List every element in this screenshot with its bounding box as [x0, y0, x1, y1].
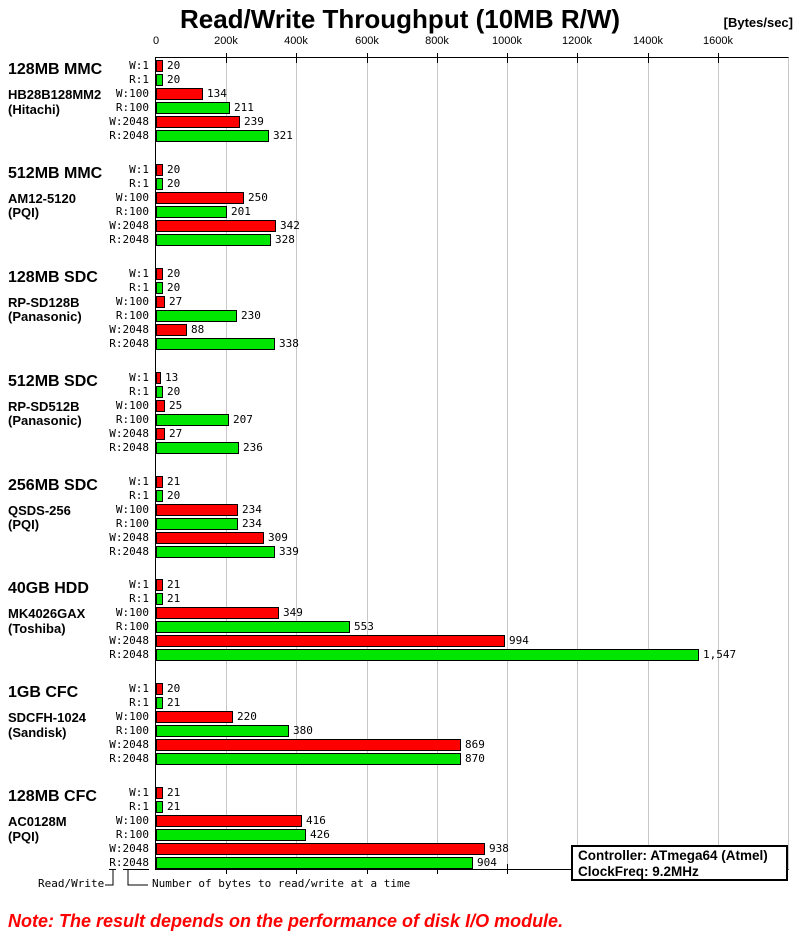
- throughput-row: [0, 427, 800, 441]
- bar-value-label: 321: [273, 129, 293, 142]
- group-label: [8, 788, 154, 844]
- row-label: W:2048: [109, 426, 149, 440]
- throughput-row: [0, 545, 800, 559]
- bar-value-label: 349: [283, 606, 303, 620]
- row-label: W:2048: [109, 530, 149, 544]
- group-model-label: SDCFH-1024: [8, 710, 87, 726]
- group-label: [8, 269, 154, 325]
- row-label: R:100: [115, 724, 149, 738]
- row-label: R:1: [129, 280, 149, 294]
- throughput-bar-write: [156, 532, 264, 544]
- row-label: R:2048: [109, 752, 149, 766]
- row-label-part: R: [109, 856, 116, 870]
- axis-unit-label: [Bytes/sec]: [723, 15, 793, 30]
- throughput-row: [0, 129, 800, 143]
- throughput-bar-write: [156, 220, 276, 232]
- bar-value-label: 869: [465, 738, 485, 752]
- bar-wrap: [156, 828, 330, 842]
- bar-wrap: [156, 634, 529, 648]
- bar-value-label: 25: [169, 398, 183, 412]
- throughput-bar-read: [156, 593, 163, 605]
- bar-value-label: 230: [241, 308, 261, 322]
- bar-value-label: 20: [167, 162, 181, 176]
- bar-value-label: 904: [477, 856, 497, 870]
- group-label: [8, 165, 154, 221]
- bar-wrap: [156, 205, 251, 219]
- bar-value-label: 239: [244, 115, 264, 128]
- row-label: W:2048: [109, 738, 149, 752]
- group-device-label: 128MB MMC: [8, 61, 103, 78]
- bar-value-label: 201: [231, 204, 251, 218]
- bar-value-label: 134: [207, 87, 227, 100]
- throughput-bar-read: [156, 102, 230, 114]
- bar-wrap: [156, 399, 182, 413]
- device-group: [0, 371, 800, 475]
- bar-wrap: [156, 59, 180, 73]
- axis-tick-label: 400k: [284, 35, 308, 47]
- group-maker-label: (Panasonic): [8, 309, 82, 325]
- group-model-label: QSDS-256: [8, 502, 71, 518]
- bar-wrap: [156, 371, 178, 385]
- bar-wrap: [156, 814, 326, 828]
- throughput-bar-write: [156, 116, 240, 128]
- throughput-bar-write: [156, 372, 161, 384]
- throughput-bar-read: [156, 725, 289, 737]
- device-group: [0, 59, 800, 163]
- row-label: R:1: [129, 696, 149, 710]
- throughput-bar-write: [156, 324, 187, 336]
- row-label: W:1: [129, 370, 149, 384]
- bar-wrap: [156, 385, 180, 399]
- throughput-bar-read: [156, 282, 163, 294]
- bar-wrap: [156, 87, 227, 101]
- throughput-bar-read: [156, 621, 350, 633]
- axis-tick-label: 600k: [355, 35, 379, 47]
- group-label: [8, 61, 154, 117]
- bar-value-label: 20: [167, 384, 181, 398]
- group-device-label: 512MB MMC: [8, 164, 103, 182]
- throughput-bar-read: [156, 234, 271, 246]
- group-model-label: RP-SD128B: [8, 294, 80, 310]
- bar-wrap: [156, 413, 253, 427]
- axis-tick-label: 1200k: [562, 35, 592, 47]
- throughput-bar-write: [156, 88, 203, 100]
- throughput-bar-read: [156, 206, 227, 218]
- bar-wrap: [156, 592, 180, 606]
- axis-tick-label: 1000k: [492, 35, 522, 47]
- row-label-part: 2048: [122, 856, 149, 870]
- row-label: W:1: [129, 578, 149, 592]
- throughput-bar-write: [156, 787, 163, 799]
- bar-wrap: [156, 177, 180, 191]
- throughput-bar-write: [156, 504, 238, 516]
- row-label: W:2048: [109, 842, 149, 856]
- row-label: R:1: [129, 73, 149, 86]
- row-label: W:1: [129, 786, 149, 800]
- row-label: R:2048: [109, 232, 149, 246]
- row-label: W:100: [115, 398, 149, 412]
- group-device-label: 128MB CFC: [8, 788, 97, 806]
- bar-wrap: [156, 696, 180, 710]
- footnote: Note: The result depends on the performance of disk I/O module.: [8, 911, 564, 931]
- bar-value-label: 342: [280, 218, 300, 232]
- device-group: [0, 682, 800, 786]
- throughput-bar-read: [156, 490, 163, 502]
- bar-value-label: 1,547: [703, 648, 737, 662]
- throughput-bar-write: [156, 739, 461, 751]
- group-device-label: 512MB SDC: [8, 372, 98, 390]
- throughput-row: [0, 531, 800, 545]
- throughput-bar-read: [156, 801, 163, 813]
- bar-value-label: 207: [233, 412, 253, 426]
- throughput-bar-write: [156, 579, 163, 591]
- throughput-bar-write: [156, 683, 163, 695]
- group-label: [8, 373, 154, 429]
- row-label: R:100: [115, 412, 149, 426]
- bar-value-label: 20: [167, 488, 181, 502]
- throughput-bar-read: [156, 518, 238, 530]
- throughput-bar-write: [156, 815, 302, 827]
- controller-line: Controller: ATmega64 (Atmel): [578, 848, 768, 863]
- row-label: W:100: [115, 87, 149, 100]
- row-label: R:1: [129, 800, 149, 814]
- group-maker-label: (PQI): [8, 828, 40, 844]
- group-label: [8, 580, 154, 636]
- throughput-bar-read: [156, 649, 699, 661]
- group-maker-label: (Sandisk): [8, 724, 67, 740]
- group-model-label: AM12-5120: [8, 190, 76, 206]
- throughput-bar-write: [156, 296, 165, 308]
- bar-wrap: [156, 531, 288, 545]
- throughput-bar-read: [156, 753, 461, 765]
- throughput-bar-read: [156, 338, 275, 350]
- bar-wrap: [156, 842, 509, 856]
- row-label: R:2048: [109, 129, 149, 142]
- bar-wrap: [156, 129, 293, 143]
- bar-value-label: 220: [237, 710, 257, 724]
- bar-value-label: 426: [310, 828, 330, 842]
- throughput-bar-write: [156, 192, 244, 204]
- throughput-bar-read: [156, 697, 163, 709]
- row-label: W:1: [129, 162, 149, 176]
- row-label: R:1: [129, 488, 149, 502]
- group-maker-label: (Toshiba): [8, 620, 66, 636]
- row-label: R:100: [115, 516, 149, 530]
- bytes-per-op-annotation: Number of bytes to read/write at a time: [152, 877, 411, 890]
- bar-wrap: [156, 101, 254, 115]
- row-label: R:100: [115, 101, 149, 114]
- device-group: [0, 267, 800, 371]
- group-label: [8, 684, 154, 740]
- bar-wrap: [156, 163, 180, 177]
- throughput-bar-write: [156, 428, 165, 440]
- bar-wrap: [156, 475, 180, 489]
- throughput-bar-write: [156, 476, 163, 488]
- throughput-bar-read: [156, 829, 306, 841]
- bar-value-label: 20: [167, 266, 181, 280]
- controller-info-box: [571, 845, 788, 881]
- bar-value-label: 234: [242, 502, 262, 516]
- throughput-row: [0, 634, 800, 648]
- throughput-bar-write: [156, 164, 163, 176]
- bar-value-label: 21: [167, 592, 181, 606]
- bar-wrap: [156, 620, 374, 634]
- bar-wrap: [156, 441, 263, 455]
- bar-wrap: [156, 267, 180, 281]
- axis-tick-label: 1600k: [703, 35, 733, 47]
- row-label: W:100: [115, 502, 149, 516]
- row-label: R:1: [129, 592, 149, 606]
- axis-tick-label: 1400k: [633, 35, 663, 47]
- row-label: R:1: [129, 384, 149, 398]
- throughput-bar-write: [156, 400, 165, 412]
- group-device-label: 40GB HDD: [8, 580, 89, 598]
- bar-value-label: 234: [242, 516, 262, 530]
- group-maker-label: (Hitachi): [8, 101, 60, 117]
- group-label: [8, 477, 154, 533]
- device-group: [0, 475, 800, 579]
- throughput-bar-read: [156, 74, 163, 86]
- row-label: W:100: [115, 190, 149, 204]
- chart-title: Read/Write Throughput (10MB R/W): [179, 4, 621, 34]
- bar-value-label: 338: [279, 336, 299, 350]
- bar-value-label: 20: [167, 280, 181, 294]
- row-label: W:100: [115, 606, 149, 620]
- throughput-row: [0, 323, 800, 337]
- throughput-row: [0, 752, 800, 766]
- throughput-bar-read: [156, 310, 237, 322]
- throughput-bar-write: [156, 711, 233, 723]
- bar-value-label: 20: [167, 682, 181, 696]
- bar-wrap: [156, 682, 180, 696]
- row-label: R:2048: [109, 856, 149, 870]
- row-label: R:2048: [109, 544, 149, 558]
- throughput-row: [0, 738, 800, 752]
- throughput-row: [0, 233, 800, 247]
- bar-value-label: 870: [465, 752, 485, 766]
- throughput-bar-write: [156, 268, 163, 280]
- bar-wrap: [156, 724, 313, 738]
- throughput-bar-read: [156, 386, 163, 398]
- bar-wrap: [156, 115, 264, 129]
- throughput-bar-read: [156, 414, 229, 426]
- row-label: W:100: [115, 814, 149, 828]
- bar-wrap: [156, 73, 180, 87]
- row-label: W:2048: [109, 218, 149, 232]
- bar-wrap: [156, 191, 268, 205]
- group-maker-label: (PQI): [8, 517, 40, 533]
- bar-value-label: 416: [306, 814, 326, 828]
- row-label: R:2048: [109, 648, 149, 662]
- row-label: W:1: [129, 474, 149, 488]
- bar-value-label: 21: [167, 800, 181, 814]
- bar-value-label: 27: [169, 426, 183, 440]
- group-model-label: RP-SD512B: [8, 398, 80, 414]
- throughput-row: [0, 115, 800, 129]
- throughput-bar-write: [156, 607, 279, 619]
- bar-groups: [0, 57, 800, 870]
- bar-value-label: 21: [167, 474, 181, 488]
- group-maker-label: (Panasonic): [8, 413, 82, 429]
- throughput-row: [0, 441, 800, 455]
- bar-wrap: [156, 786, 180, 800]
- bar-wrap: [156, 606, 303, 620]
- bar-value-label: 211: [234, 101, 254, 114]
- x-axis-tick-labels: [0, 35, 800, 49]
- throughput-row: [0, 219, 800, 233]
- row-label: W:1: [129, 266, 149, 280]
- bar-wrap: [156, 323, 204, 337]
- throughput-bar-read: [156, 130, 269, 142]
- throughput-bar-write: [156, 60, 163, 72]
- bar-value-label: 250: [248, 190, 268, 204]
- bar-wrap: [156, 738, 485, 752]
- row-label: W:2048: [109, 115, 149, 128]
- bar-value-label: 309: [268, 530, 288, 544]
- axis-tick-label: 200k: [214, 35, 238, 47]
- bar-value-label: 20: [167, 59, 181, 72]
- bar-value-label: 21: [167, 786, 181, 800]
- bar-wrap: [156, 578, 180, 592]
- axis-tick-label: 800k: [425, 35, 449, 47]
- bar-wrap: [156, 752, 485, 766]
- throughput-bar-read: [156, 178, 163, 190]
- group-maker-label: (PQI): [8, 205, 40, 221]
- group-model-label: MK4026GAX: [8, 606, 86, 622]
- bar-value-label: 553: [354, 620, 374, 634]
- bar-wrap: [156, 517, 262, 531]
- bar-value-label: 328: [275, 232, 295, 246]
- row-label: W:1: [129, 59, 149, 72]
- bar-wrap: [156, 219, 300, 233]
- bar-wrap: [156, 309, 261, 323]
- throughput-bar-write: [156, 635, 505, 647]
- row-label: W:100: [115, 294, 149, 308]
- device-group: [0, 163, 800, 267]
- device-group: [0, 578, 800, 682]
- row-label: R:100: [115, 620, 149, 634]
- row-label: W:2048: [109, 634, 149, 648]
- bar-wrap: [156, 648, 736, 662]
- read-write-connector-line: [105, 870, 113, 885]
- read-write-annotation: Read/Write: [38, 877, 105, 890]
- throughput-bar-read: [156, 442, 239, 454]
- bar-value-label: 21: [167, 696, 181, 710]
- bar-value-label: 21: [167, 578, 181, 592]
- throughput-row: [0, 648, 800, 662]
- row-label: W:1: [129, 682, 149, 696]
- throughput-row: [0, 337, 800, 351]
- bar-wrap: [156, 233, 295, 247]
- throughput-bar-read: [156, 546, 275, 558]
- bar-value-label: 27: [169, 294, 183, 308]
- row-label: R:2048: [109, 440, 149, 454]
- group-device-label: 128MB SDC: [8, 268, 98, 286]
- bar-wrap: [156, 545, 299, 559]
- bar-wrap: [156, 489, 180, 503]
- group-model-label: AC0128M: [8, 814, 67, 830]
- bar-value-label: 994: [509, 634, 529, 648]
- bar-value-label: 88: [191, 322, 205, 336]
- row-label: R:2048: [109, 336, 149, 350]
- row-label: R:1: [129, 176, 149, 190]
- row-label: R:100: [115, 308, 149, 322]
- row-label: R:100: [115, 828, 149, 842]
- clockfreq-line: ClockFreq: 9.2MHz: [578, 864, 699, 879]
- row-label: R:100: [115, 204, 149, 218]
- bar-value-label: 20: [167, 73, 181, 86]
- throughput-bar-write: [156, 843, 485, 855]
- bar-wrap: [156, 427, 182, 441]
- group-device-label: 256MB SDC: [8, 476, 98, 494]
- group-model-label: HB28B128MM2: [8, 87, 102, 102]
- bar-wrap: [156, 800, 180, 814]
- bar-wrap: [156, 337, 299, 351]
- bar-value-label: 339: [279, 544, 299, 558]
- bar-wrap: [156, 295, 182, 309]
- bar-value-label: 20: [167, 176, 181, 190]
- bar-value-label: 380: [293, 724, 313, 738]
- row-label: W:100: [115, 710, 149, 724]
- bar-wrap: [156, 710, 257, 724]
- bar-value-label: 236: [243, 440, 263, 454]
- bar-wrap: [156, 503, 262, 517]
- bar-value-label: 13: [165, 370, 179, 384]
- bar-wrap: [156, 281, 180, 295]
- throughput-bar-read: [156, 857, 473, 869]
- axis-tick-label: 0: [152, 35, 160, 47]
- group-device-label: 1GB CFC: [8, 684, 79, 702]
- bytes-per-op-connector-line: [128, 870, 148, 885]
- bar-value-label: 938: [489, 842, 509, 856]
- bar-wrap: [156, 856, 497, 870]
- row-label: W:2048: [109, 322, 149, 336]
